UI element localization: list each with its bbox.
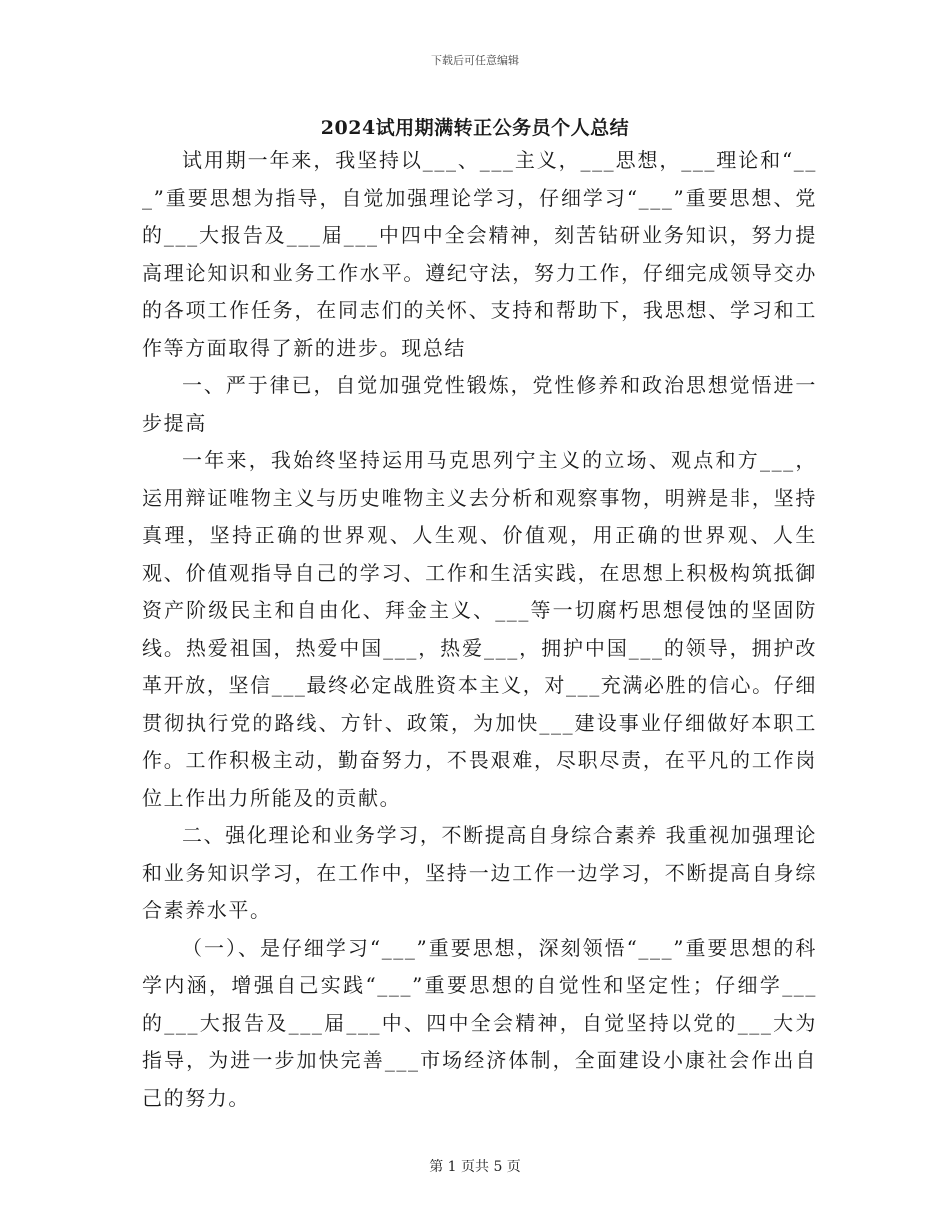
paragraph-intro: 试用期一年来，我坚持以___、___主义，___思想，___理论和“___”重要思想为指导，自觉加强理论学习，仔细学习“___”重要思想、党的___大报告及___届___中四中全会精神，刻苦钻研业务知识，努力提高理论知识和业务工作水平。遵纪守法，努力工作，仔细完成领导交办的各项工作任务，在同志们的关怀、支持和帮助下，我思想、学习和工作等方面取得了新的进步。现总结 xyxy=(142,148,817,360)
paragraph-section-1-body: 一年来，我始终坚持运用马克思列宁主义的立场、观点和方___，运用辩证唯物主义与历史唯物主义去分析和观察事物，明辨是非，坚持真理，坚持正确的世界观、人生观、价值观，用正确的世界观、人生观、价值观指导自己的学习、工作和生活实践，在思想上积极构筑抵御资产阶级民主和自由化、拜金主义、___等一切腐朽思想侵蚀的坚固防线。热爱祖国，热爱中国___，热爱___，拥护中国___的领导，拥护改革开放，坚信___最终必定战胜资本主义，对___充满必胜的信心。仔细贯彻执行党的路线、方针、政策，为加快___建设事业仔细做好本职工作。工作积极主动，勤奋努力，不畏艰难，尽职尽责，在平凡的工作岗位上作出力所能及的贡献。 xyxy=(142,448,817,810)
document-body xyxy=(142,142,817,1117)
paragraph-section-2-item-1: （一）、是仔细学习“___”重要思想，深刻领悟“___”重要思想的科学内涵，增强自己实践“___”重要思想的自觉性和坚定性；仔细学___的___大报告及___届___中、四中全会精神，自觉坚持以党的___大为指导，为进一步加快完善___市场经济体制，全面建设小康社会作出自己的努力。 xyxy=(142,935,817,1110)
header-note: 下载后可任意编辑 xyxy=(431,54,519,67)
paragraph-section-1-heading: 一、严于律已，自觉加强党性锻炼，党性修养和政治思想觉悟进一步提高 xyxy=(142,373,817,435)
paragraph-section-2: 二、强化理论和业务学习，不断提高自身综合素养 我重视加强理论和业务知识学习，在工作中，坚持一边工作一边学习，不断提高自身综合素养水平。 xyxy=(142,823,817,922)
page-footer: 第 1 页共 5 页 xyxy=(429,1159,521,1175)
document-title: 2024试用期满转正公务员个人总结 xyxy=(320,117,630,139)
